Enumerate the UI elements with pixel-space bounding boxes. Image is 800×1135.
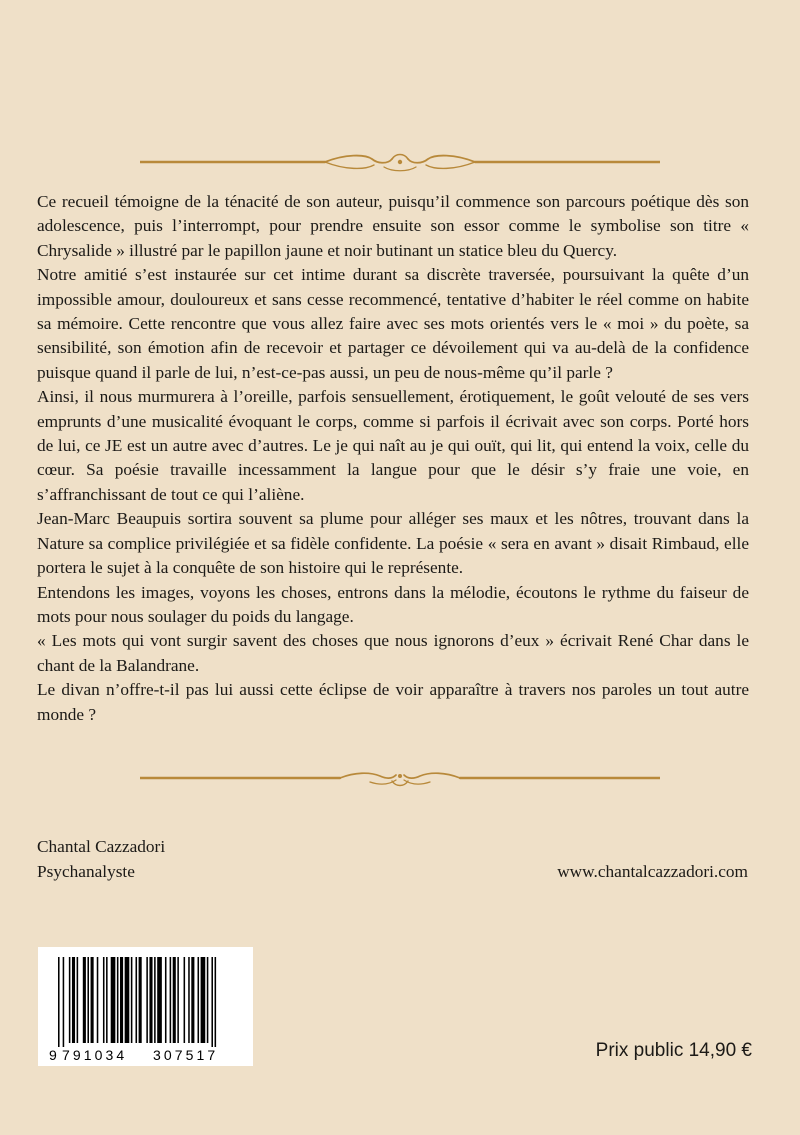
barcode-bar	[177, 957, 179, 1043]
barcode-bar	[77, 957, 79, 1043]
barcode-bar	[207, 957, 209, 1043]
barcode-bar	[83, 957, 86, 1043]
barcode-bar	[69, 957, 71, 1043]
barcode-bar	[97, 957, 99, 1043]
barcode-digit-lead: 9	[49, 1047, 57, 1063]
ornament-top-divider	[140, 150, 660, 174]
paragraph: Entendons les images, voyons les choses, entrons dans la mélodie, écoutons le rythme du faiseur de mots pour nous soulager du poids du langage.	[37, 582, 749, 626]
barcode-bar	[173, 957, 176, 1043]
price-label: Prix public 14,90 €	[595, 1040, 752, 1061]
barcode-bar	[211, 957, 213, 1047]
isbn-barcode	[38, 947, 253, 1066]
barcode-bar	[117, 957, 119, 1043]
paragraph: Notre amitié s’est instaurée sur cet intime durant sa discrète traversée, poursuivant la quête d’un impossible amour, douloureux et sans cesse recommencé, tentative d’habiter le réel comme on habite sa mémoire. Cette rencontre que vous allez faire avec ses mots orientés vers le « moi » du poète, sa sensibilité, son émotion afin de recevoir et partager ce dévoilement qui va au-delà de la confidence puisque quand il parle de lui, n’est-ce-pas aussi, un peu de nous-même qu’il parle ?	[37, 265, 749, 382]
barcode-bar	[139, 957, 142, 1043]
barcode-bar	[215, 957, 217, 1047]
barcode-digits-left: 791034	[62, 1047, 128, 1063]
barcode-bar	[184, 957, 186, 1043]
barcode-bar	[154, 957, 156, 1043]
paragraph: « Les mots qui vont surgir savent des choses que nous ignorons d’eux » écrivait René Char dans le chant de la Balandrane.	[37, 631, 749, 675]
barcode-bar	[165, 957, 167, 1043]
barcode-bar	[146, 957, 148, 1043]
barcode-bar	[170, 957, 172, 1043]
ornament-bottom-divider	[140, 766, 660, 790]
barcode-bar	[106, 957, 108, 1043]
signature-block	[37, 834, 165, 884]
barcode-digits-right: 307517	[153, 1047, 219, 1063]
barcode-bars	[58, 957, 216, 1047]
barcode-bar	[125, 957, 130, 1043]
barcode-bar	[157, 957, 162, 1043]
barcode-bar	[131, 957, 133, 1043]
author-title: Psychanalyste	[37, 862, 135, 881]
barcode-bar	[201, 957, 206, 1043]
barcode-bar	[72, 957, 75, 1043]
paragraph: Jean-Marc Beaupuis sortira souvent sa plume pour alléger ses maux et les nôtres, trouvant dans la Nature sa complice privilégiée et sa fidèle confidente. La poésie « sera en avant » disait Rimbaud, elle portera le sujet à la conquête de son histoire qui le représente.	[37, 509, 749, 578]
barcode-bar	[103, 957, 105, 1043]
barcode-bar	[198, 957, 200, 1043]
barcode-bar	[136, 957, 138, 1043]
paragraph: Le divan n’offre-t-il pas lui aussi cette éclipse de voir apparaître à travers nos paroles un tout autre monde ?	[37, 680, 749, 724]
paragraph: Ainsi, il nous murmurera à l’oreille, parfois sensuellement, érotiquement, le goût velouté de ses vers emprunts d’une musicalité évoquant le corps, comme si parfois il écrivait avec son corps. Porté hors de lui, ce JE est un autre avec d’autres. Le je qui naît au je qui ouït, qui lit, qui entend la voix, celle du cœur. Sa poésie travaille incessamment la langue pour que le désir s’y fraie une voie, en s’affranchissant de tout ce qui l’aliène.	[37, 387, 749, 504]
barcode-bar	[120, 957, 123, 1043]
barcode-bar	[111, 957, 116, 1043]
author-name: Chantal Cazzadori	[37, 837, 166, 856]
paragraph: Ce recueil témoigne de la ténacité de son auteur, puisqu’il commence son parcours poétique dès son adolescence, puis l’interrompt, pour prendre ensuite son essor comme le symbolise son titre « Chrysalide » illustré par le papillon jaune et noir butinant un statice bleu du Quercy.	[37, 192, 749, 260]
barcode-bar	[91, 957, 94, 1043]
preface-text	[37, 190, 749, 727]
barcode-bar	[87, 957, 89, 1043]
barcode-bar	[191, 957, 194, 1043]
barcode-bar	[63, 957, 65, 1047]
barcode-bar	[188, 957, 190, 1043]
barcode-bar	[149, 957, 152, 1043]
website-link[interactable]: www.chantalcazzadori.com	[557, 862, 748, 881]
barcode-bar	[58, 957, 60, 1047]
